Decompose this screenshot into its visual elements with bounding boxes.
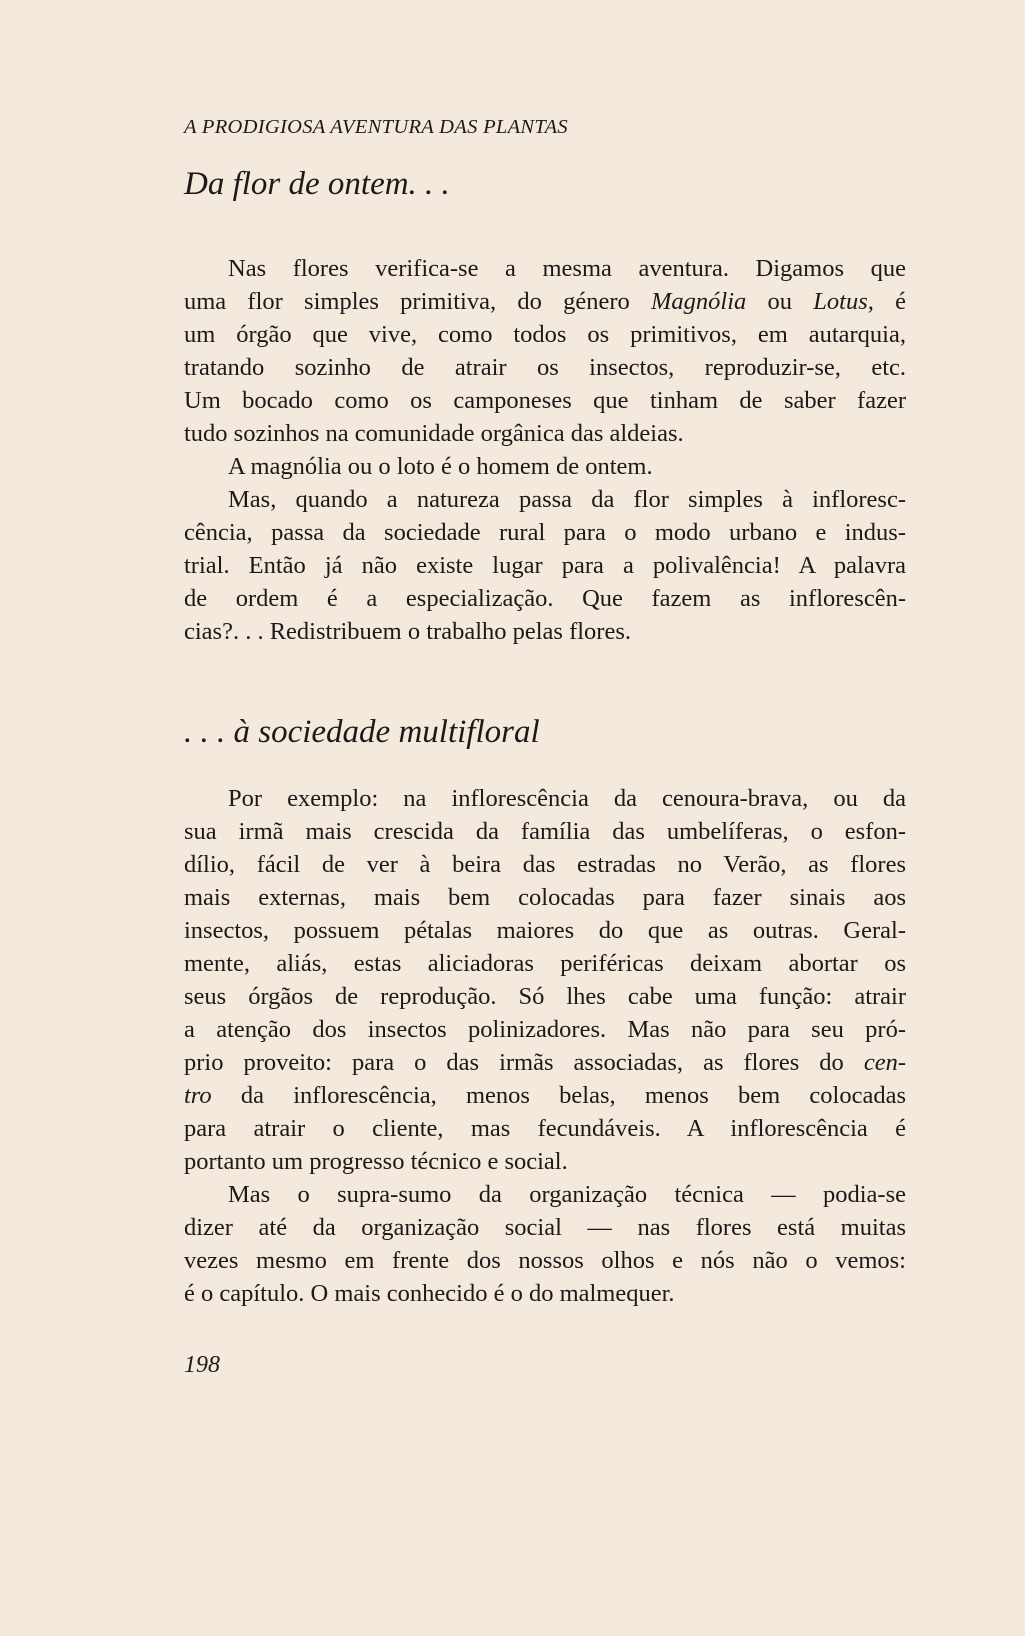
text-segment: ou (746, 288, 814, 315)
text-segment: mais externas, mais bem colocadas para fazer sinais aos (184, 884, 906, 911)
text-segment: mente, aliás, estas aliciadoras periféricas deixam abortar os (184, 950, 906, 977)
text-segment: Mas, quando a natureza passa da flor simples à infloresc- (228, 486, 906, 513)
text-segment: Nas flores verifica-se a mesma aventura. Digamos que (228, 255, 906, 282)
text-line (184, 1178, 906, 1211)
text-line (184, 815, 906, 848)
text-line (184, 549, 906, 582)
text-segment: da inflorescência, menos belas, menos bem colocadas (211, 1082, 906, 1109)
text-line (184, 351, 906, 384)
text-line (184, 252, 906, 285)
text-line (184, 1046, 906, 1079)
text-line (184, 914, 906, 947)
text-segment: sua irmã mais crescida da família das umbelíferas, o esfon- (184, 818, 906, 845)
section-2-text (184, 782, 906, 1310)
text-segment: é o capítulo. O mais conhecido é o do malmequer. (184, 1280, 675, 1307)
page-number: 198 (184, 1352, 220, 1378)
running-head: A PRODIGIOSA AVENTURA DAS PLANTAS (184, 116, 568, 138)
text-segment: trial. Então já não existe lugar para a polivalência! A palavra (184, 552, 906, 579)
section-heading-2: . . . à sociedade multifloral (184, 714, 540, 750)
text-segment: de ordem é a especialização. Que fazem as inflorescên- (184, 585, 906, 612)
text-line (184, 1013, 906, 1046)
text-segment: para atrair o cliente, mas fecundáveis. A inflorescência é (184, 1115, 906, 1142)
text-segment: A magnólia ou o loto é o homem de ontem. (228, 453, 653, 480)
text-segment: a atenção dos insectos polinizadores. Mas não para seu pró- (184, 1016, 906, 1043)
text-segment: insectos, possuem pétalas maiores do que as outras. Geral- (184, 917, 906, 944)
text-line (184, 318, 906, 351)
text-segment: Um bocado como os camponeses que tinham de saber fazer (184, 387, 906, 414)
text-line (184, 582, 906, 615)
text-segment: Mas o supra-sumo da organização técnica — podia-se (228, 1181, 906, 1208)
text-line (184, 881, 906, 914)
text-line (184, 1277, 906, 1310)
section-1-text (184, 252, 906, 648)
text-line (184, 782, 906, 815)
text-line (184, 980, 906, 1013)
text-line (184, 384, 906, 417)
text-segment: tudo sozinhos na comunidade orgânica das aldeias. (184, 420, 684, 447)
text-line (184, 417, 906, 450)
text-segment: vezes mesmo em frente dos nossos olhos e nós não o vemos: (184, 1247, 906, 1274)
text-line (184, 848, 906, 881)
text-segment: cência, passa da sociedade rural para o modo urbano e indus- (184, 519, 906, 546)
text-line (184, 1145, 906, 1178)
text-segment: tratando sozinho de atrair os insectos, reproduzir-se, etc. (184, 354, 906, 381)
text-segment: uma flor simples primitiva, do género (184, 288, 651, 315)
text-line (184, 947, 906, 980)
italic-text: Magnólia (651, 288, 747, 315)
text-segment: seus órgãos de reprodução. Só lhes cabe uma função: atrair (184, 983, 906, 1010)
text-line (184, 483, 906, 516)
text-line (184, 1112, 906, 1145)
section-heading-1: Da flor de ontem. . . (184, 166, 450, 202)
text-segment: dizer até da organização social — nas flores está muitas (184, 1214, 906, 1241)
text-line (184, 516, 906, 549)
text-segment: cias?. . . Redistribuem o trabalho pelas flores. (184, 618, 631, 645)
text-line (184, 1079, 906, 1112)
text-segment: dílio, fácil de ver à beira das estradas no Verão, as flores (184, 851, 906, 878)
italic-text: tro (184, 1082, 212, 1109)
text-segment: portanto um progresso técnico e social. (184, 1148, 568, 1175)
text-line (184, 1244, 906, 1277)
text-line (184, 1211, 906, 1244)
italic-text: cen- (863, 1049, 906, 1076)
text-segment: um órgão que vive, como todos os primitivos, em autarquia, (184, 321, 906, 348)
italic-text: Lotus, (813, 288, 874, 315)
text-line (184, 285, 906, 318)
text-line (184, 450, 906, 483)
text-segment: Por exemplo: na inflorescência da cenoura-brava, ou da (228, 785, 906, 812)
text-line (184, 615, 906, 648)
text-segment: é (873, 288, 906, 315)
text-segment: prio proveito: para o das irmãs associadas, as flores do (184, 1049, 864, 1076)
